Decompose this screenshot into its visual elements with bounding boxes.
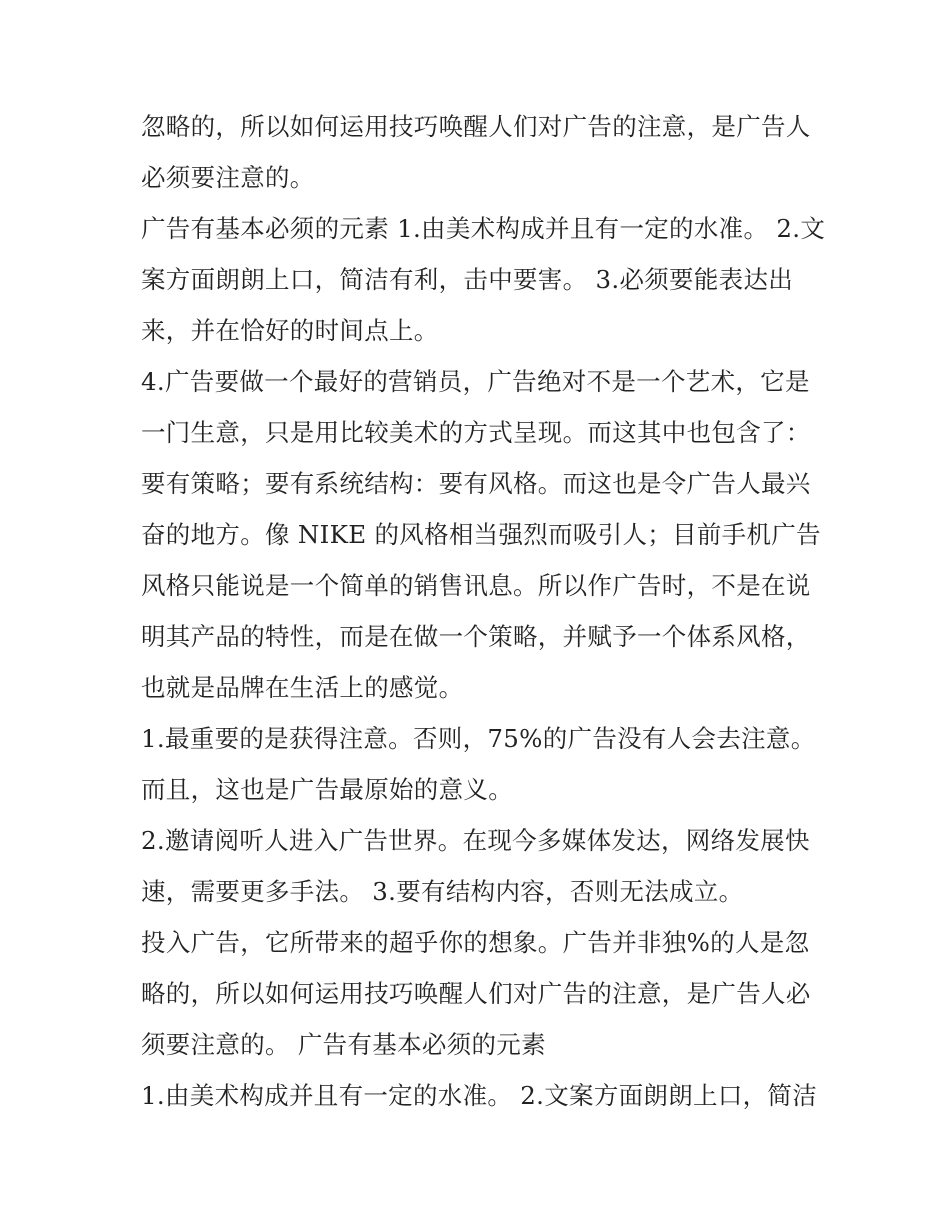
text-line: 案方面朗朗上口，简洁有利，击中要害。 3.必须要能表达出 xyxy=(141,265,794,294)
text-line: 也就是品牌在生活上的感觉。 xyxy=(141,673,464,702)
text-line: 1.最重要的是获得注意。否则，75%的广告没有人会去注意。 xyxy=(141,724,816,753)
text-line: 忽略的，所以如何运用技巧唤醒人们对广告的注意，是广告人 xyxy=(141,112,811,141)
body-text xyxy=(141,101,826,1121)
text-line: 要有策略；要有系统结构：要有风格。而这也是令广告人最兴 xyxy=(141,469,811,498)
text-line: 略的，所以如何运用技巧唤醒人们对广告的注意，是广告人必 xyxy=(141,979,811,1008)
text-line: 广告有基本必须的元素 1.由美术构成并且有一定的水准。 2.文 xyxy=(141,214,826,243)
text-line: 速，需要更多手法。 3.要有结构内容，否则无法成立。 xyxy=(141,877,744,906)
text-line: 投入广告，它所带来的超乎你的想象。广告并非独%的人是忽 xyxy=(141,928,810,957)
text-line: 明其产品的特性，而是在做一个策略，并赋予一个体系风格， xyxy=(141,622,811,651)
text-line: 4.广告要做一个最好的营销员，广告绝对不是一个艺术，它是 xyxy=(141,367,810,396)
text-line: 1.由美术构成并且有一定的水准。 2.文案方面朗朗上口，简洁 xyxy=(141,1081,818,1110)
text-line: 风格只能说是一个简单的销售讯息。所以作广告时，不是在说 xyxy=(141,571,811,600)
text-line: 一门生意，只是用比较美术的方式呈现。而这其中也包含了： xyxy=(141,418,811,447)
text-line: 2.邀请阅听人进入广告世界。在现今多媒体发达，网络发展快 xyxy=(141,826,810,855)
text-line: 必须要注意的。 xyxy=(141,163,315,192)
text-line: 奋的地方。像 NIKE 的风格相当强烈而吸引人；目前手机广告 xyxy=(141,520,821,549)
text-line: 须要注意的。 广告有基本必须的元素 xyxy=(141,1030,546,1059)
text-line: 而且，这也是广告最原始的意义。 xyxy=(141,775,513,804)
text-line: 来，并在恰好的时间点上。 xyxy=(141,316,439,345)
